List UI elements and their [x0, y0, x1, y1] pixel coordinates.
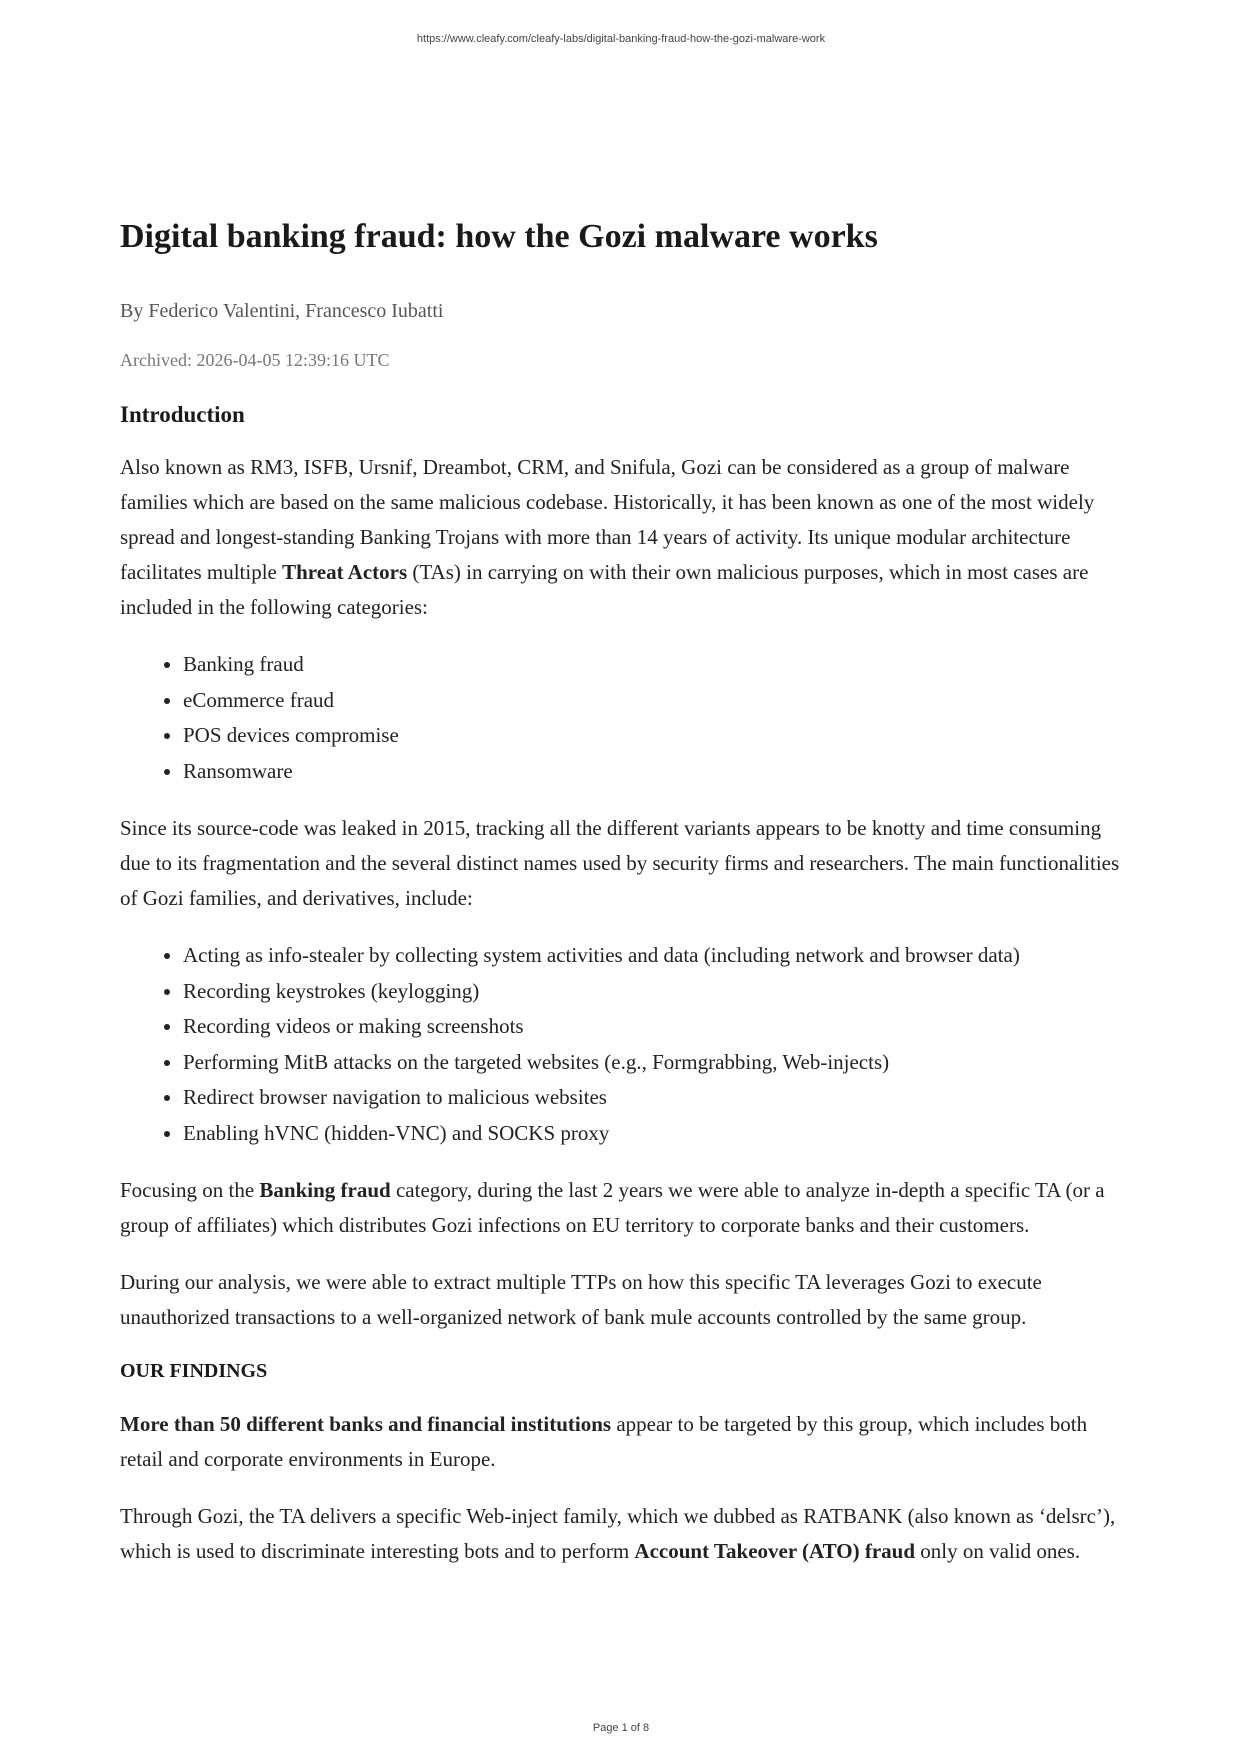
section-heading-introduction: Introduction: [120, 402, 245, 427]
page-number: Page 1 of 8: [592, 1722, 650, 1734]
text-run: only on valid ones.: [915, 1539, 1081, 1563]
article: [120, 214, 1130, 1591]
functionalities-list: [120, 938, 1130, 1151]
paragraph-source-code: Since its source-code was leaked in 2015, tracking all the different variants appears to be knotty and time consuming due to its fragmentation and the several distinct names used by security firms and researchers. The main functionalities of Gozi families, and derivatives, include:: [120, 816, 1120, 910]
list-item: • Ransomware: [183, 754, 1130, 790]
article-byline: By Federico Valentini, Francesco Iubatti: [120, 300, 444, 322]
bold-text-banks: More than 50 different banks and financial institutions: [120, 1412, 612, 1436]
text-run: Focusing on the: [120, 1178, 260, 1202]
section-heading-findings: OUR FINDINGS: [120, 1360, 268, 1382]
archived-timestamp: Archived: 2026-04-05 12:39:16 UTC: [120, 350, 390, 370]
list-item: • POS devices compromise: [183, 718, 1130, 754]
list-item: • Acting as info-stealer by collecting system activities and data (including network and browser data): [183, 938, 1130, 974]
bold-text-banking-fraud: Banking fraud: [259, 1178, 391, 1202]
list-item: • Performing MitB attacks on the targeted websites (e.g., Formgrabbing, Web-injects): [183, 1045, 1130, 1081]
text-run: appear to be targeted by this group, which includes both retail and corporate environments in Europe.: [120, 1412, 1088, 1471]
page-url: https://www.cleafy.com/cleafy-labs/digital-banking-fraud-how-the-gozi-malware-work: [416, 33, 826, 45]
paragraph-banking-fraud: [120, 1173, 1130, 1243]
text-run: Also known as RM3, ISFB, Ursnif, Dreambot, CRM, and Snifula, Gozi can be considered as a group of malware families which are based on the same malicious codebase. Historically, it has been known as one of the most widely spread and longest-standing Banking Trojans with more than 14 years of activity. Its unique modular architecture facilitates multiple: [120, 455, 1095, 584]
text-run: category, during the last 2 years we were able to analyze in-depth a specific TA (or a group of affiliates) which distributes Gozi infections on EU territory to corporate banks and their customers.: [120, 1178, 1105, 1237]
list-item: • Banking fraud: [183, 647, 1130, 683]
list-item: • Recording videos or making screenshots: [183, 1009, 1130, 1045]
bold-text-threat-actors: Threat Actors: [282, 560, 408, 584]
bold-text-ato-fraud: Account Takeover (ATO) fraud: [634, 1539, 916, 1563]
article-title: Digital banking fraud: how the Gozi malware works: [120, 218, 878, 255]
categories-list: [120, 647, 1130, 789]
paragraph-ratbank: [120, 1499, 1130, 1569]
list-item: • Redirect browser navigation to malicious websites: [183, 1080, 1130, 1116]
text-run: Through Gozi, the TA delivers a specific Web-inject family, which we dubbed as RATBANK (also known as ‘delsrc’), which is used to discriminate interesting bots and to perform: [120, 1504, 1116, 1563]
list-item: • eCommerce fraud: [183, 683, 1130, 719]
paragraph-intro: [120, 450, 1130, 625]
list-item: • Recording keystrokes (keylogging): [183, 974, 1130, 1010]
paragraph-findings-banks: [120, 1407, 1130, 1477]
list-item: • Enabling hVNC (hidden-VNC) and SOCKS proxy: [183, 1116, 1130, 1152]
paragraph-analysis: During our analysis, we were able to extract multiple TTPs on how this specific TA leverages Gozi to execute unauthorized transactions to a well-organized network of bank mule accounts controlled by the same group.: [120, 1270, 1042, 1329]
text-run: (TAs) in carrying on with their own malicious purposes, which in most cases are included in the following categories:: [120, 560, 1089, 619]
